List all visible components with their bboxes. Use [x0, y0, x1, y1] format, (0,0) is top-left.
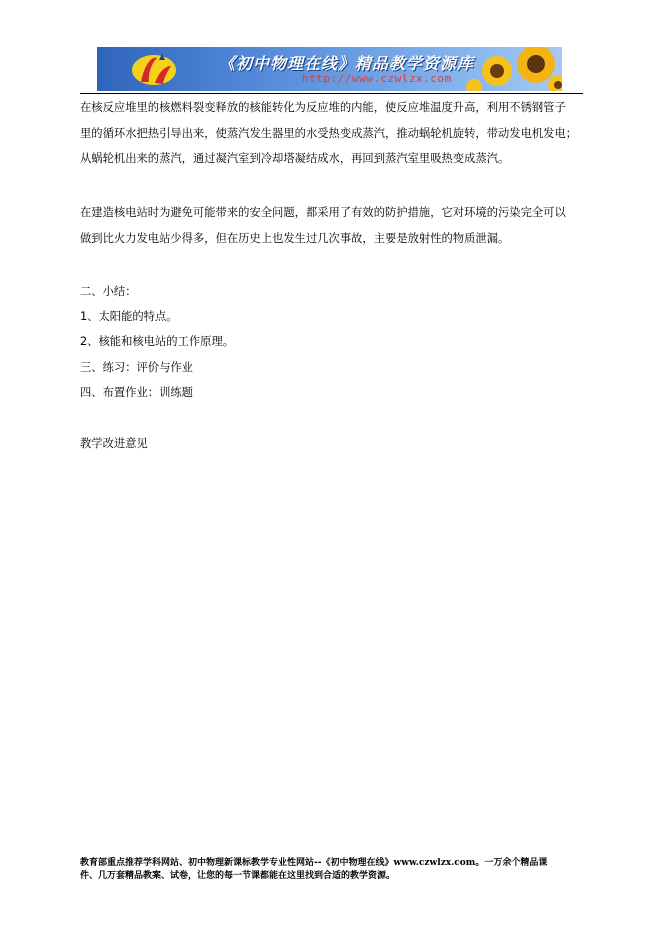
site-logo-icon	[129, 50, 179, 88]
paragraph-line: 在建造核电站时为避免可能带来的安全问题，都采用了有效的防护措施，它对环境的污染完全可以	[80, 206, 566, 219]
summary-item: 1、太阳能的特点。	[80, 310, 178, 323]
paragraph-line: 在核反应堆里的核燃料裂变释放的核能转化为反应堆的内能，使反应堆温度升高，利用不锈钢管子	[80, 101, 566, 114]
summary-heading: 二、小结：	[80, 285, 137, 298]
exercise-heading: 三、练习：评价与作业	[80, 361, 193, 374]
header-rule	[80, 93, 583, 94]
paragraph-line: 做到比火力发电站少得多，但在历史上也发生过几次事故，主要是放射性的物质泄漏。	[80, 232, 510, 245]
summary-item: 2、核能和核电站的工作原理。	[80, 335, 235, 348]
sunflower-image-icon	[462, 47, 562, 91]
footer-line: 教育部重点推荐学科网站、初中物理新课标教学专业性网站--《初中物理在线》www.czwlzx.com。一万余个精品课	[80, 858, 548, 868]
footer-line: 件、几万套精品教案、试卷，让您的每一节课都能在这里找到合适的教学资源。	[80, 871, 396, 881]
site-banner	[97, 47, 562, 91]
homework-heading: 四、布置作业：训练题	[80, 386, 193, 399]
improvement-heading: 教学改进意见	[80, 437, 148, 450]
paragraph-line: 里的循环水把热引导出来，使蒸汽发生器里的水受热变成蒸汽，推动蜗轮机旋转，带动发电机发电；	[80, 127, 578, 140]
paragraph-line: 从蜗轮机出来的蒸汽，通过凝汽室到冷却塔凝结成水，再回到蒸汽室里吸热变成蒸汽。	[80, 152, 510, 165]
banner-title: 《初中物理在线》精品教学资源库	[219, 54, 475, 73]
banner-url[interactable]: http://www.czwlzx.com	[302, 72, 452, 85]
